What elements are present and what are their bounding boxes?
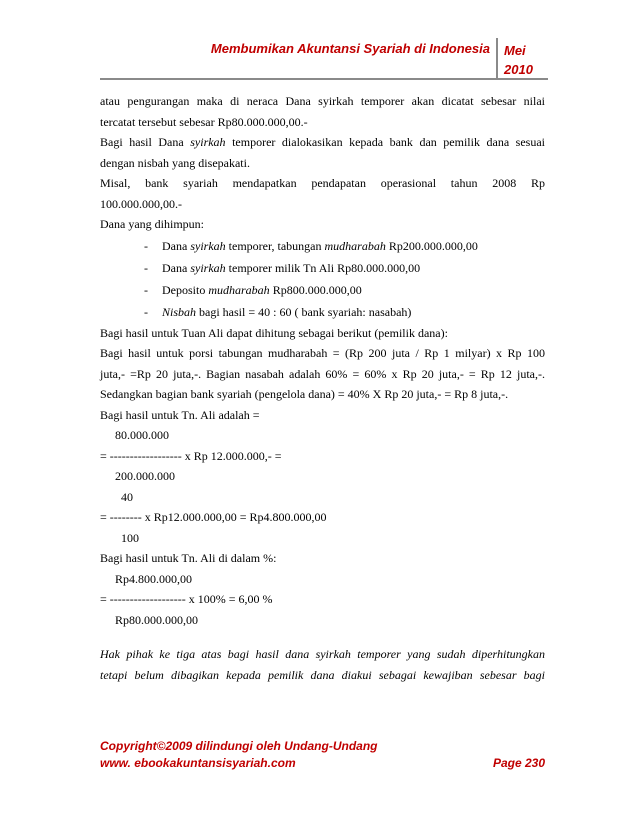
formula-line: = ------------------ x Rp 12.000.000,- = — [100, 448, 282, 463]
italic-term: syirkah — [190, 260, 226, 275]
list-dash: - — [144, 282, 148, 297]
formula-denominator: 200.000.000 — [115, 469, 175, 483]
website-link[interactable]: www. ebookakuntansisyariah.com — [100, 756, 296, 770]
header-date — [504, 41, 533, 79]
text-run: Deposito — [162, 282, 209, 297]
spacer — [100, 630, 545, 644]
page-number: Page 230 — [492, 756, 545, 770]
header-title: Membumikan Akuntansi Syariah di Indonesia — [210, 41, 490, 56]
list-dash: - — [144, 260, 148, 275]
italic-term: syirkah — [190, 238, 226, 253]
list-dash: - — [144, 238, 148, 253]
header-divider — [496, 38, 498, 78]
formula-numerator: 40 — [121, 489, 133, 504]
page-header — [100, 38, 548, 80]
italic-term: mudharabah — [208, 282, 270, 297]
paragraph-line: Bagi hasil untuk Tn. Ali adalah = — [100, 407, 260, 422]
paragraph-line: Sedangkan bagian bank syariah (pengelola dana) = 40% X Rp 20 juta,- = Rp 8 juta,-. — [100, 387, 509, 401]
text-run: temporer milik Tn Ali Rp80.000.000,00 — [225, 260, 421, 275]
text-run: Bagi hasil Dana — [100, 135, 191, 149]
paragraph-line: Bagi hasil untuk Tn. Ali di dalam %: — [100, 551, 277, 565]
paragraph-line: juta,- =Rp 20 juta,-. Bagian nasabah adalah 60% = 60% x Rp 20 juta,- = Rp 12 juta,-. — [100, 366, 545, 381]
paragraph-line: dengan nisbah yang disepakati. — [100, 155, 250, 170]
formula-line: = -------- x Rp12.000.000,00 = Rp4.800.000,00 — [100, 510, 327, 524]
text-run: temporer dialokasikan kepada bank dan pemilik dana sesuai — [225, 135, 546, 149]
document-body — [100, 91, 545, 685]
text-run: Dana — [162, 260, 191, 275]
text-run: bagi hasil = 40 : 60 ( bank syariah: nasabah) — [196, 304, 412, 319]
formula-denominator: 100 — [121, 530, 139, 545]
list-item — [100, 257, 545, 279]
text-run: Rp200.000.000,00 — [385, 238, 478, 253]
formula-numerator: 80.000.000 — [115, 428, 169, 442]
fund-list — [100, 235, 545, 323]
formula-denominator: Rp80.000.000,00 — [115, 612, 199, 627]
paragraph-line: 100.000.000,00.- — [100, 196, 182, 211]
italic-term: mudharabah — [324, 238, 386, 253]
paragraph-line: Hak pihak ke tiga atas bagi hasil dana syirkah temporer yang sudah diperhitungkan — [100, 647, 545, 661]
header-month: Mei — [504, 43, 526, 58]
header-year: 2010 — [504, 62, 533, 77]
paragraph-line: atau pengurangan maka di neraca Dana syirkah temporer akan dicatat sebesar nilai — [100, 94, 545, 108]
paragraph-line: tercatat tersebut sebesar Rp80.000.000,00.- — [100, 114, 308, 129]
text-run: Dana — [162, 238, 191, 253]
italic-term: Nisbah — [162, 304, 197, 319]
list-item — [100, 235, 545, 257]
formula-numerator: Rp4.800.000,00 — [115, 571, 193, 586]
paragraph-line: Dana yang dihimpun: — [100, 217, 204, 231]
page-footer — [100, 738, 545, 772]
text-run: temporer, tabungan — [225, 238, 325, 253]
list-item — [100, 301, 545, 323]
italic-term: syirkah — [190, 135, 226, 149]
paragraph-line: Misal, bank syariah mendapatkan pendapatan operasional tahun 2008 Rp — [100, 176, 545, 190]
list-dash: - — [144, 304, 148, 319]
copyright-text: Copyright©2009 dilindungi oleh Undang-Undang — [100, 739, 378, 753]
formula-line: = ------------------- x 100% = 6,00 % — [100, 592, 273, 606]
paragraph-line — [100, 132, 545, 153]
paragraph-line: tetapi belum dibagikan kepada pemilik dana diakui sebagai kewajiban sebesar bagi — [100, 667, 545, 682]
text-run: Rp800.000.000,00 — [269, 282, 362, 297]
list-item — [100, 279, 545, 301]
paragraph-line: Bagi hasil untuk porsi tabungan mudharabah = (Rp 200 juta / Rp 1 milyar) x Rp 100 — [100, 346, 545, 360]
paragraph-line: Bagi hasil untuk Tuan Ali dapat dihitung sebagai berikut (pemilik dana): — [100, 325, 448, 340]
